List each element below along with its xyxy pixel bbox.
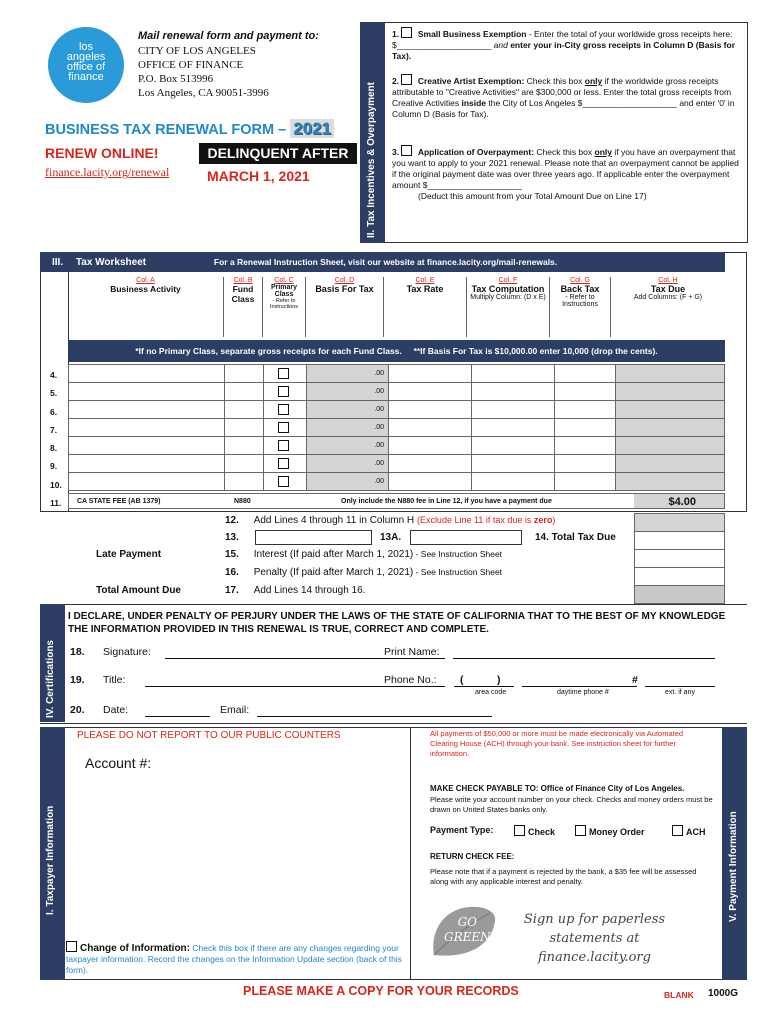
form-title — [45, 119, 334, 139]
column-name: Primary Class — [270, 284, 298, 298]
table-cell[interactable] — [69, 365, 225, 383]
payment-type-option: ACH — [686, 827, 706, 837]
column-code: Col. H — [658, 277, 678, 284]
copy-notice: PLEASE MAKE A COPY FOR YOUR RECORDS — [243, 984, 519, 998]
column-header-b — [224, 277, 263, 337]
table-cell[interactable] — [472, 401, 555, 419]
item-text: (Deduct this amount from your Total Amount Due on Line 17) — [418, 191, 647, 201]
mail-to-block — [138, 30, 353, 100]
table-row — [69, 365, 725, 383]
row-number: 4. — [50, 370, 58, 380]
line-text: Interest (If paid after March 1, 2021) — [253, 549, 414, 560]
table-cell[interactable] — [389, 455, 472, 473]
table-cell[interactable] — [389, 437, 472, 455]
row-numbers — [50, 366, 62, 512]
table-cell[interactable] — [555, 473, 616, 491]
state-fee-code: N880 — [234, 498, 251, 505]
column-header-g — [550, 277, 611, 337]
item-text: and — [493, 40, 508, 50]
date-field[interactable] — [145, 716, 210, 717]
change-info — [66, 941, 404, 976]
line-number: 19. — [70, 674, 85, 686]
state-fee-note: Only include the N880 fee in Line 12, if you have a payment due — [341, 498, 552, 505]
table-cell[interactable] — [472, 455, 555, 473]
line-number: 13. — [225, 532, 239, 543]
table-row — [69, 401, 725, 419]
paren-open: ( — [460, 674, 464, 686]
table-cell[interactable] — [307, 473, 389, 491]
column-code: Col. C — [274, 277, 294, 284]
ach-checkbox[interactable] — [672, 825, 683, 836]
column-note: - Refer to Instructions — [562, 294, 598, 308]
item-number: 1. — [392, 29, 400, 39]
return-check-title: RETURN CHECK FEE: — [430, 852, 515, 861]
table-cell[interactable] — [616, 473, 725, 491]
logo-text: office of — [66, 61, 106, 73]
column-header-h — [611, 277, 726, 337]
item-title: Application of Overpayment: — [417, 147, 535, 157]
money-order-checkbox[interactable] — [575, 825, 586, 836]
title-label: Title: — [103, 674, 126, 686]
email-field[interactable] — [257, 716, 492, 717]
row-number: 7. — [50, 424, 58, 435]
table-cell[interactable] — [472, 383, 555, 401]
item-title: Small Business Exemption — [417, 29, 527, 39]
line-number: 16. — [225, 567, 239, 578]
column-name: Business Activity — [110, 284, 181, 294]
table-row — [69, 455, 725, 473]
table-cell[interactable] — [225, 437, 264, 455]
worksheet-columns-header — [68, 277, 725, 337]
table-cell[interactable] — [225, 365, 264, 383]
area-code-caption: area code — [475, 689, 507, 696]
item-text: only — [594, 147, 612, 157]
payment-type-money-order[interactable] — [575, 825, 645, 837]
column-name: Tax Computation — [471, 284, 545, 294]
totals-column — [634, 513, 725, 604]
table-cell[interactable] — [264, 473, 307, 491]
table-cell[interactable] — [616, 401, 725, 419]
perjury-declaration: I DECLARE, UNDER PENALTY OF PERJURY UNDER THE LAWS OF THE STATE OF CALIFORNIA THAT TO THE BEST OF MY KNOWLEDGE THE INFORMATION PROVIDED IN THIS RENEWAL IS TRUE, CORRECT AND COMPLETE. — [68, 611, 726, 635]
table-cell[interactable] — [307, 401, 389, 419]
print-name-label: Print Name: — [384, 646, 440, 658]
ext-caption: ext. if any — [665, 689, 695, 696]
delinquent-date: MARCH 1, 2021 — [207, 168, 310, 184]
table-cell[interactable] — [69, 473, 225, 491]
table-cell[interactable] — [389, 401, 472, 419]
small-business-checkbox[interactable] — [401, 27, 412, 38]
item-text: Check this box — [534, 147, 595, 157]
mail-heading: Mail renewal form and payment to: — [138, 30, 319, 42]
column-note: Add Columns: (F + G) — [633, 294, 703, 301]
table-row — [69, 383, 725, 401]
column-code: Col. D — [334, 277, 355, 284]
table-cell[interactable] — [472, 365, 555, 383]
mail-line: P.O. Box 513996 — [138, 73, 214, 85]
table-cell[interactable] — [555, 455, 616, 473]
renew-online-link[interactable]: finance.lacity.org/renewal — [45, 165, 170, 179]
table-cell[interactable] — [307, 365, 389, 383]
overpayment-checkbox[interactable] — [401, 145, 412, 156]
table-cell[interactable] — [69, 383, 225, 401]
table-cell[interactable] — [69, 401, 225, 419]
title-field[interactable] — [145, 686, 445, 687]
line-note: zero — [533, 515, 553, 525]
ach-notice: All payments of $50,000 or more must be made electronically via Automated Clearing House (ACH) through your bank. See instruction sheet for further information. — [430, 729, 684, 758]
area-code-field[interactable] — [454, 686, 514, 687]
line-number: 12. — [225, 515, 239, 526]
worksheet-instruction: For a Renewal Instruction Sheet, visit our website at finance.lacity.org/mail-renewals. — [213, 257, 558, 267]
table-cell[interactable] — [389, 419, 472, 437]
item-title: Creative Artist Exemption: — [417, 76, 525, 86]
cents-label: .00 — [374, 478, 384, 485]
table-cell[interactable] — [555, 419, 616, 437]
table-cell[interactable] — [225, 419, 264, 437]
payment-side-label: V. Payment Information — [728, 811, 739, 922]
table-cell[interactable] — [264, 383, 307, 401]
account-label: Account #: — [85, 755, 152, 771]
form-code: 1000G — [708, 988, 739, 999]
line-number: 18. — [70, 646, 85, 658]
payment-type-check[interactable] — [514, 825, 555, 837]
item-text: if the worldwide gross receipts attributable to "Creative Activities" are $300,000 or less. Enter the total gross receipts from Creative Activities — [392, 76, 732, 108]
mail-line: Los Angeles, CA 90051-3996 — [138, 87, 269, 99]
counter-notice: PLEASE DO NOT REPORT TO OUR PUBLIC COUNTERS — [77, 730, 341, 741]
form-title-text: BUSINESS TAX RENEWAL FORM – — [45, 122, 287, 138]
row-number: 6. — [50, 406, 58, 417]
print-name-field[interactable] — [453, 658, 715, 659]
table-cell[interactable] — [555, 401, 616, 419]
table-cell[interactable] — [389, 383, 472, 401]
line-14-label: 14. Total Tax Due — [535, 532, 616, 543]
change-info-checkbox[interactable] — [66, 941, 77, 952]
primary-class-checkbox[interactable] — [278, 404, 289, 415]
line-15-amount[interactable] — [634, 550, 725, 568]
item-text: the City of Los Angeles $____________________ and enter '0' in Column D (Basis for Tax). — [392, 98, 735, 119]
cents-label: .00 — [374, 442, 384, 449]
payment-type-option: Check — [528, 827, 556, 837]
go-text: GO — [457, 915, 478, 929]
logo-text: finance — [68, 71, 104, 83]
line-number: 20. — [70, 704, 85, 716]
cert-side-label: IV. Certifications — [45, 640, 56, 718]
table-row — [69, 437, 725, 455]
table-cell[interactable] — [616, 455, 725, 473]
item-number: 3. — [392, 147, 400, 157]
line-text: Penalty (If paid after March 1, 2021) — [253, 567, 414, 578]
table-cell[interactable] — [307, 437, 389, 455]
cents-label: .00 — [374, 406, 384, 413]
table-cell[interactable] — [264, 401, 307, 419]
column-header-f — [467, 277, 550, 337]
exemption-item-2 — [392, 74, 742, 120]
column-note: Multiply Column: (D x E) — [470, 294, 546, 301]
email-label: Email: — [220, 704, 250, 716]
item-text: enter your in-City gross receipts in Column D (Basis for Tax). — [392, 40, 736, 61]
item-number: 2. — [392, 76, 400, 86]
blank-label: BLANK — [664, 990, 694, 1000]
column-header-c — [263, 277, 306, 337]
column-code: Col. F — [498, 277, 518, 284]
line-note: - See Instruction Sheet — [413, 549, 503, 559]
column-name: Tax Due — [650, 284, 686, 294]
line-13-input[interactable] — [255, 530, 372, 545]
paren-close: ) — [497, 674, 501, 686]
item-text: only — [584, 76, 603, 86]
taxpayer-side-label: I. Taxpayer Information — [45, 805, 56, 915]
table-cell[interactable] — [389, 365, 472, 383]
table-cell[interactable] — [307, 383, 389, 401]
creative-artist-checkbox[interactable] — [401, 74, 412, 85]
row-number: 11. — [50, 498, 62, 509]
line-text: Add Lines 14 through 16. — [253, 585, 366, 596]
table-cell[interactable] — [225, 401, 264, 419]
line-14-amount[interactable] — [634, 532, 725, 550]
primary-class-checkbox[interactable] — [278, 440, 289, 451]
column-code: Col. G — [570, 277, 590, 284]
overpayment-item-3 — [392, 145, 742, 202]
line-number: 15. — [225, 549, 239, 560]
table-cell[interactable] — [472, 473, 555, 491]
table-cell[interactable] — [69, 419, 225, 437]
form-title-year: 2021 — [290, 119, 334, 138]
ext-field[interactable] — [645, 686, 715, 687]
cents-label: .00 — [374, 388, 384, 395]
line-text: Add Lines 4 through 11 in Column H — [253, 515, 415, 526]
line-15 — [225, 549, 502, 560]
mail-line: OFFICE OF FINANCE — [138, 59, 244, 71]
table-cell[interactable] — [555, 383, 616, 401]
table-cell[interactable] — [472, 419, 555, 437]
logo-text: angeles — [66, 51, 106, 63]
column-code: Col. B — [233, 277, 253, 284]
line-number: 17. — [225, 585, 239, 596]
return-check-text: Please note that if a payment is rejected by the bank, a $35 fee will be assessed along with any applicable interest and penalty. — [430, 867, 697, 886]
primary-class-checkbox[interactable] — [278, 458, 289, 469]
line-note: (Exclude Line 11 if tax due is — [416, 515, 534, 525]
table-cell[interactable] — [472, 437, 555, 455]
column-name: Basis For Tax — [315, 284, 374, 294]
column-code: Col. A — [136, 277, 155, 284]
table-cell[interactable] — [69, 437, 225, 455]
ext-hash: # — [632, 674, 638, 686]
table-cell[interactable] — [264, 365, 307, 383]
item-text: Check this box — [524, 76, 585, 86]
cents-label: .00 — [374, 370, 384, 377]
column-header-d — [306, 277, 384, 337]
item-text: if you have an overpayment that you want to apply to your 2021 renewal. Please note that an overpayment cannot be applied if the original payment date was over three years ago. If applicable enter the overpayment amount $____________________ — [392, 147, 739, 190]
state-fee-label: CA STATE FEE (AB 1379) — [77, 498, 161, 505]
payment-type-label: Payment Type: — [430, 825, 494, 835]
column-name: Fund Class — [231, 284, 255, 304]
state-fee-amount: $4.00 — [668, 496, 696, 508]
daytime-caption: daytime phone # — [557, 689, 609, 696]
renew-online-label: RENEW ONLINE! — [45, 145, 159, 161]
phone-field[interactable] — [522, 686, 637, 687]
table-cell[interactable] — [225, 473, 264, 491]
taxpayer-divider — [410, 727, 411, 980]
table-cell[interactable] — [69, 455, 225, 473]
payable-note: Please write your account number on your check. Checks and money orders must be drawn on United States banks only. — [430, 795, 713, 814]
exemption-item-1 — [392, 27, 742, 62]
line-17 — [225, 585, 365, 596]
worksheet-title: Tax Worksheet — [75, 257, 147, 268]
row-number: 5. — [50, 388, 58, 399]
line-16-amount[interactable] — [634, 568, 725, 586]
worksheet-table — [68, 364, 725, 491]
table-cell[interactable] — [616, 383, 725, 401]
column-name: Tax Rate — [406, 284, 444, 294]
item-text: - Enter the total of your worldwide gross receipts here: $____________________ — [392, 29, 733, 50]
row-number: 10. — [50, 479, 62, 490]
table-cell[interactable] — [616, 365, 725, 383]
cents-label: .00 — [374, 460, 384, 467]
column-name: Back Tax — [560, 284, 600, 294]
primary-class-checkbox[interactable] — [278, 386, 289, 397]
row-11 — [68, 493, 725, 509]
paperless-text: Sign up for paperless statements at finance.lacity.org — [523, 912, 666, 965]
column-note: - Refer to Instructions — [269, 298, 299, 310]
check-checkbox[interactable] — [514, 825, 525, 836]
table-cell[interactable] — [264, 437, 307, 455]
table-cell[interactable] — [616, 419, 725, 437]
primary-class-checkbox[interactable] — [278, 422, 289, 433]
table-cell[interactable] — [307, 455, 389, 473]
primary-class-checkbox[interactable] — [278, 476, 289, 487]
primary-class-checkbox[interactable] — [278, 368, 289, 379]
logo — [48, 27, 124, 103]
row-number: 9. — [50, 461, 58, 472]
row-number: 8. — [50, 443, 58, 454]
change-info-title: Change of Information: — [80, 943, 190, 954]
delinquent-banner: DELINQUENT AFTER — [199, 143, 357, 164]
late-payment-label: Late Payment — [96, 549, 162, 560]
phone-label: Phone No.: — [384, 674, 437, 686]
payment-type-row — [430, 825, 722, 835]
table-cell[interactable] — [264, 419, 307, 437]
signature-label: Signature: — [103, 646, 151, 658]
payment-type-option: Money Order — [589, 827, 645, 837]
payable-title: MAKE CHECK PAYABLE TO: Office of Finance City of Los Angeles. — [430, 784, 685, 793]
cents-label: .00 — [374, 424, 384, 431]
table-cell[interactable] — [555, 437, 616, 455]
table-cell[interactable] — [225, 455, 264, 473]
column-code: Col. E — [415, 277, 435, 284]
account-field[interactable] — [160, 750, 400, 774]
table-cell[interactable] — [555, 365, 616, 383]
mail-line: CITY OF LOS ANGELES — [138, 45, 256, 57]
item-text: inside — [461, 98, 487, 108]
date-label: Date: — [103, 704, 129, 716]
table-cell[interactable] — [616, 437, 725, 455]
line-12 — [225, 515, 555, 526]
total-amount-label: Total Amount Due — [96, 585, 181, 596]
section-ii-label: II. Tax Incentives & Overpayment — [366, 82, 377, 238]
line-13a-label: 13A. — [380, 532, 402, 543]
worksheet-note-banner: *If no Primary Class, separate gross receipts for each Fund Class. **If Basis For Tax is $10,000.00 enter 10,000 (drop the cents). — [68, 340, 725, 362]
table-cell[interactable] — [225, 383, 264, 401]
table-cell[interactable] — [307, 419, 389, 437]
green-text: GREEN — [444, 930, 491, 944]
line-note: ) — [552, 515, 556, 525]
line-13a-input[interactable] — [410, 530, 522, 545]
section-number: III. — [52, 257, 64, 268]
line-13 — [225, 532, 239, 543]
logo-text: los — [78, 41, 94, 53]
table-cell[interactable] — [389, 473, 472, 491]
table-cell[interactable] — [264, 455, 307, 473]
worksheet-header — [40, 252, 725, 272]
table-row — [69, 473, 725, 491]
column-header-e — [384, 277, 467, 337]
column-header-a — [68, 277, 224, 337]
line-note: - See Instruction Sheet — [413, 567, 503, 577]
change-info-text: Check this box if there are any changes regarding your taxpayer information. Record the changes on the Information Update section (back of this form). — [66, 943, 402, 975]
line-12-amount[interactable] — [634, 513, 725, 532]
table-row — [69, 419, 725, 437]
payment-type-ach[interactable] — [672, 825, 706, 837]
go-green-text — [444, 915, 491, 945]
signature-field[interactable] — [165, 658, 445, 659]
line-17-amount[interactable] — [634, 586, 725, 604]
line-16 — [225, 567, 502, 578]
